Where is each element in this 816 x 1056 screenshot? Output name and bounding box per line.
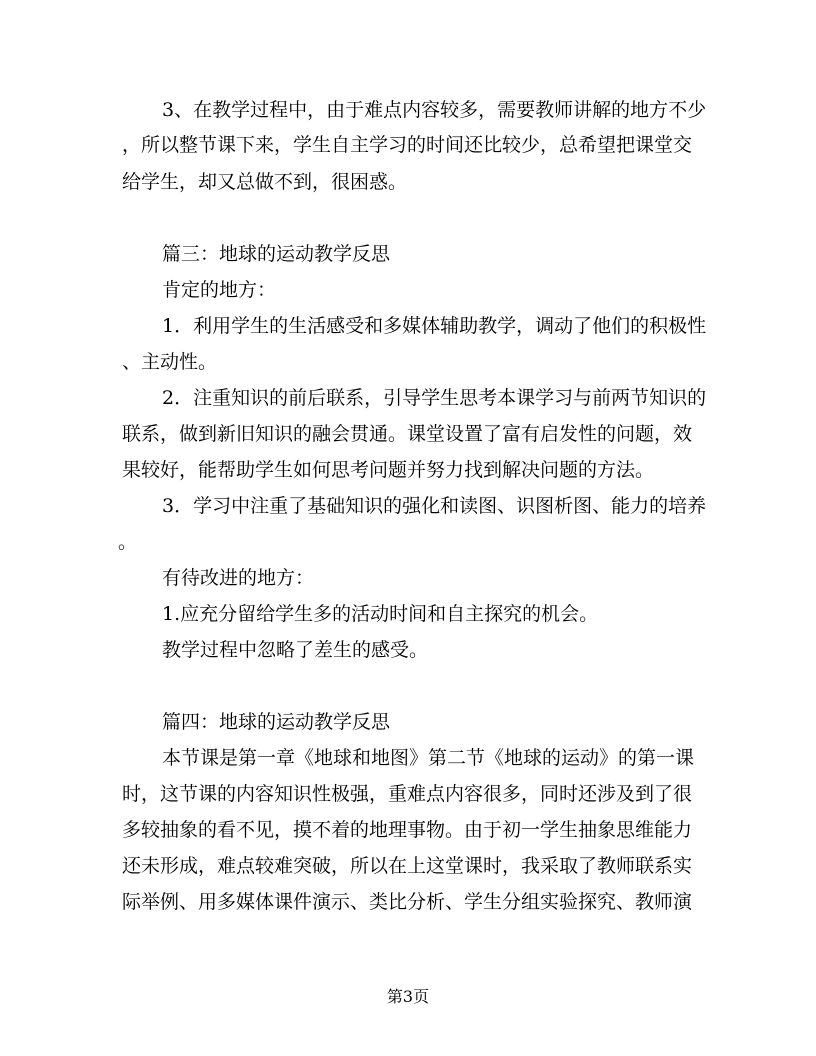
paragraph-line: 时，这节课的内容知识性极强，重难点内容很多，同时还涉及到了很 (122, 783, 693, 805)
paragraph-line: 1．利用学生的生活感受和多媒体辅助教学，调动了他们的积极性 (162, 315, 707, 337)
paragraph-line: 联系，做到新旧知识的融会贯通。课堂设置了富有启发性的问题，效 (122, 423, 693, 445)
paragraph-line: 肯定的地方： (162, 279, 277, 301)
paragraph-line: ，所以整节课下来，学生自主学习的时间还比较少，总希望把课堂交 (122, 134, 693, 156)
paragraph-line: 果较好，能帮助学生如何思考问题并努力找到解决问题的方法。 (122, 459, 655, 481)
paragraph-line: 。 (118, 531, 138, 553)
paragraph-line: 多较抽象的看不见，摸不着的地理事物。由于初一学生抽象思维能力 (122, 819, 693, 841)
paragraph-line: 1.应充分留给学生多的活动时间和自主探究的机会。 (162, 603, 599, 625)
paragraph-line: 给学生，却又总做不到，很困惑。 (122, 171, 408, 193)
paragraph-line: 还未形成，难点较难突破，所以在上这堂课时，我采取了教师联系实 (122, 855, 693, 877)
paragraph-line: 本节课是第一章《地球和地图》第二节《地球的运动》的第一课 (162, 747, 695, 769)
paragraph-line: 3．学习中注重了基础知识的强化和读图、识图析图、能力的培养 (162, 495, 707, 517)
section-heading: 篇三：地球的运动教学反思 (162, 243, 391, 265)
paragraph-line: 际举例、用多媒体课件演示、类比分析、学生分组实验探究、教师演 (122, 891, 693, 913)
section-heading: 篇四：地球的运动教学反思 (162, 711, 391, 733)
paragraph-line: 3、在教学过程中，由于难点内容较多，需要教师讲解的地方不少 (162, 99, 707, 121)
paragraph-line: 教学过程中忽略了差生的感受。 (162, 639, 429, 661)
paragraph-line: 、主动性。 (122, 351, 218, 373)
paragraph-line: 2．注重知识的前后联系，引导学生思考本课学习与前两节知识的 (162, 387, 707, 409)
page-number: 第3页 (386, 987, 430, 1006)
paragraph-line: 有待改进的地方： (162, 567, 315, 589)
